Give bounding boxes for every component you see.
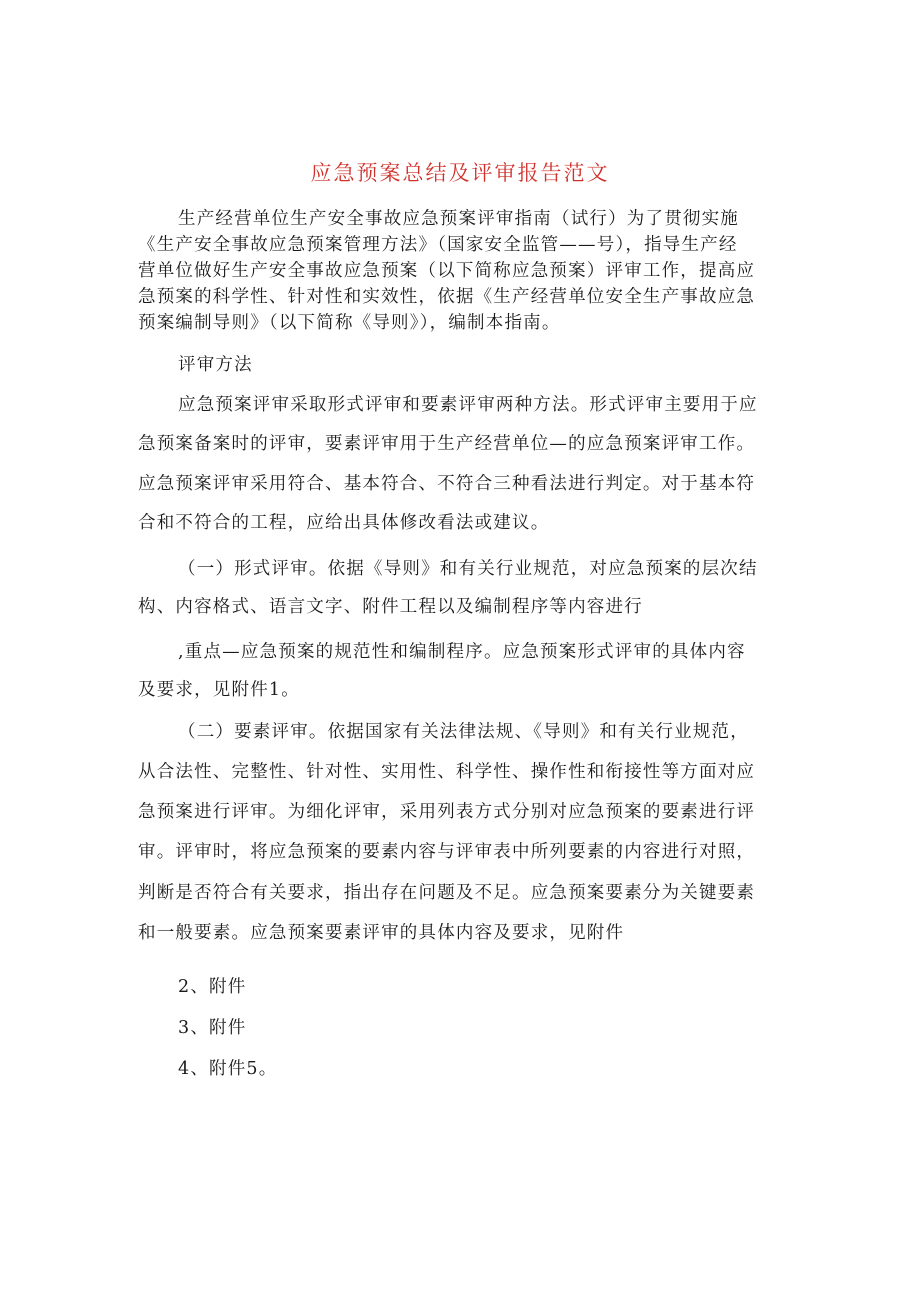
document-title: 应急预案总结及评审报告范文 xyxy=(310,161,610,185)
form-review-line-3: ,重点—应急预案的规范性和编制程序。应急预案形式评审的具体内容 xyxy=(178,642,746,662)
intro-line-3: 营单位做好生产安全事故应急预案（以下简称应急预案）评审工作，提高应 xyxy=(138,261,756,281)
element-review-line-2: 从合法性、完整性、针对性、实用性、科学性、操作性和衔接性等方面对应 xyxy=(138,762,756,782)
element-review-line-5: 判断是否符合有关要求，指出存在问题及不足。应急预案要素分为关键要素 xyxy=(138,883,756,903)
element-review-line-6: 和一般要素。应急预案要素评审的具体内容及要求，见附件 xyxy=(138,923,625,943)
intro-line-2: 《生产安全事故应急预案管理方法》（国家安全监管——号），指导生产经 xyxy=(138,235,738,255)
form-review-line-4: 及要求，见附件1。 xyxy=(138,680,300,700)
element-review-line-1: （二）要素评审。依据国家有关法律法规、《导则》和有关行业规范， xyxy=(178,722,749,742)
intro-line-5: 预案编制导则》（以下简称《导则》），编制本指南。 xyxy=(138,313,561,333)
attachment-item-1: 2、附件 xyxy=(178,977,247,997)
method-line-2: 急预案备案时的评审，要素评审用于生产经营单位—的应急预案评审工作。 xyxy=(138,434,756,454)
section-heading: 评审方法 xyxy=(178,355,253,375)
method-line-1: 应急预案评审采取形式评审和要素评审两种方法。形式评审主要用于应 xyxy=(178,395,758,415)
method-line-3: 应急预案评审采用符合、基本符合、不符合三种看法进行判定。对于基本符 xyxy=(138,474,756,494)
form-review-line-2: 构、内容格式、语言文字、附件工程以及编制程序等内容进行 xyxy=(138,597,643,617)
form-review-line-1: （一）形式评审。依据《导则》和有关行业规范，对应急预案的层次结 xyxy=(178,559,758,579)
intro-line-1: 生产经营单位生产安全事故应急预案评审指南（试行）为了贯彻实施 xyxy=(178,209,739,229)
element-review-line-4: 审。评审时，将应急预案的要素内容与评审表中所列要素的内容进行对照， xyxy=(138,842,756,862)
attachment-item-2: 3、附件 xyxy=(178,1018,247,1038)
intro-line-4: 急预案的科学性、针对性和实效性，依据《生产经营单位安全生产事故应急 xyxy=(138,287,756,307)
attachment-item-3: 4、附件5。 xyxy=(178,1059,278,1079)
element-review-line-3: 急预案进行评审。为细化评审，采用列表方式分别对应急预案的要素进行评 xyxy=(138,802,756,822)
method-line-4: 合和不符合的工程，应给出具体修改看法或建议。 xyxy=(138,513,550,533)
